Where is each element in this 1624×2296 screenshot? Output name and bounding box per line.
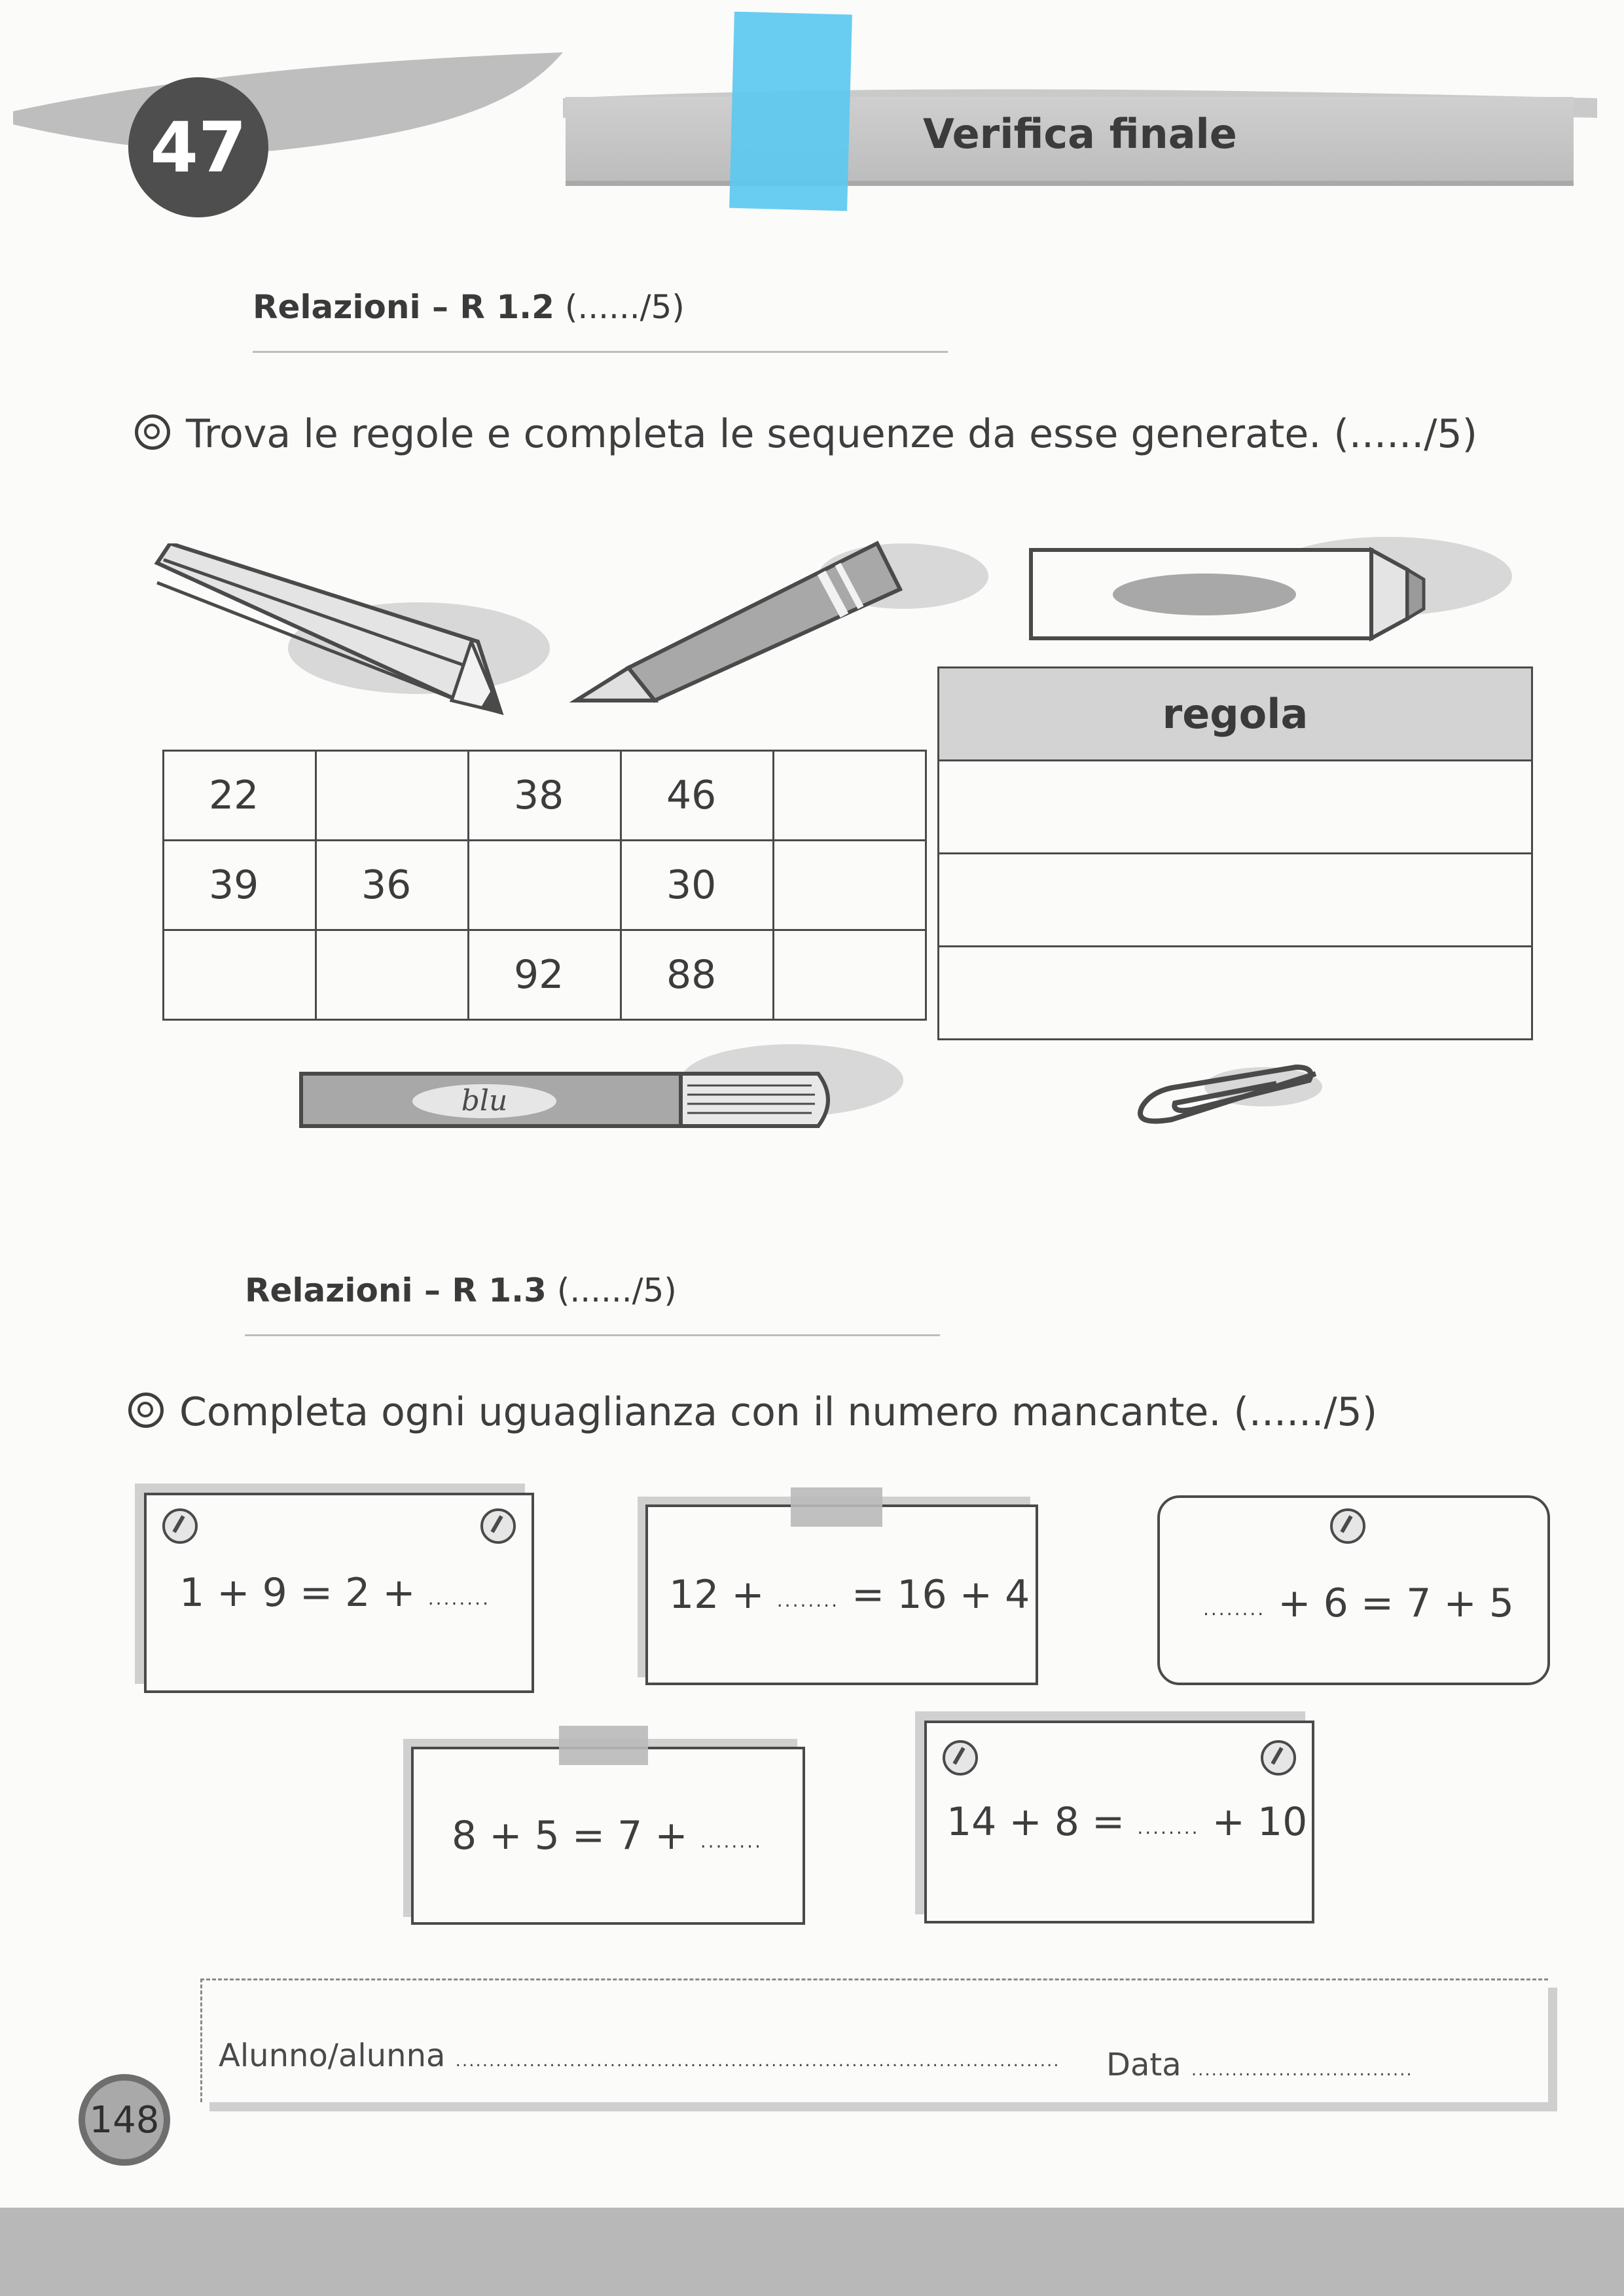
sequence-cell: 22 bbox=[164, 751, 316, 841]
paperclip-icon bbox=[1119, 1054, 1335, 1146]
page-number: 148 bbox=[79, 2074, 170, 2166]
equation-part: 8 + 5 = 7 + bbox=[452, 1813, 700, 1859]
pencil-illustration bbox=[144, 543, 563, 727]
page-title: Verifica finale bbox=[923, 110, 1237, 158]
sequence-cell-blank[interactable] bbox=[316, 930, 469, 1020]
sequence-cell: 46 bbox=[621, 751, 774, 841]
section2-heading-label: Relazioni – R 1.3 bbox=[245, 1271, 547, 1309]
equation bbox=[669, 1572, 1030, 1618]
student-name-blank[interactable]: .......................................................................................... bbox=[455, 2051, 1060, 2071]
rule-answer-2[interactable] bbox=[939, 854, 1532, 947]
sequence-cell: 39 bbox=[164, 841, 316, 930]
equation-part: + 10 bbox=[1199, 1799, 1308, 1845]
date-blank[interactable]: ................................. bbox=[1191, 2060, 1413, 2080]
date-field bbox=[1106, 2047, 1413, 2083]
section1-heading-score: (....../5) bbox=[554, 288, 685, 326]
section1-heading bbox=[253, 288, 685, 326]
section2-heading bbox=[245, 1271, 677, 1309]
equation bbox=[947, 1799, 1307, 1845]
equation-part: = 16 + 4 bbox=[839, 1572, 1030, 1618]
section2-underline bbox=[245, 1334, 940, 1336]
answer-blank[interactable]: ........ bbox=[1203, 1598, 1266, 1620]
sequence-row bbox=[164, 751, 926, 841]
sequence-cell-blank[interactable] bbox=[469, 841, 621, 930]
screw-icon bbox=[162, 1508, 198, 1544]
section1-instruction-text: Trova le regole e completa le sequenze da esse generate. (....../5) bbox=[186, 411, 1478, 457]
screw-icon bbox=[1330, 1508, 1365, 1544]
equation-part: 14 + 8 = bbox=[947, 1799, 1138, 1845]
sticky-note-tab bbox=[729, 12, 852, 211]
equation-part: + 6 = 7 + 5 bbox=[1265, 1580, 1514, 1626]
lesson-number-badge: 47 bbox=[128, 77, 268, 217]
sequence-cell: 92 bbox=[469, 930, 621, 1020]
rule-column bbox=[937, 666, 1533, 1040]
section2-instruction bbox=[128, 1389, 1377, 1435]
answer-blank[interactable]: ........ bbox=[776, 1590, 839, 1611]
screw-icon bbox=[943, 1740, 978, 1776]
section1-heading-label: Relazioni – R 1.2 bbox=[253, 288, 554, 326]
sequence-table bbox=[162, 750, 927, 1021]
sequence-cell-blank[interactable] bbox=[774, 841, 926, 930]
equation-card bbox=[645, 1504, 1038, 1685]
equation-card bbox=[924, 1721, 1314, 1923]
screw-icon bbox=[1261, 1740, 1296, 1776]
equation-card bbox=[1157, 1495, 1550, 1685]
equation bbox=[1203, 1580, 1514, 1626]
tape-strip bbox=[791, 1487, 882, 1527]
marker-illustration bbox=[295, 1041, 910, 1152]
section1-underline bbox=[253, 351, 948, 353]
rule-header: regola bbox=[939, 668, 1532, 761]
sequence-cell-blank[interactable] bbox=[774, 751, 926, 841]
rule-answer-3[interactable] bbox=[939, 947, 1532, 1040]
sequence-row bbox=[164, 841, 926, 930]
sequence-cell: 30 bbox=[621, 841, 774, 930]
eraser-illustration bbox=[1021, 537, 1519, 655]
equation bbox=[179, 1570, 490, 1616]
student-label: Alunno/alunna bbox=[219, 2037, 446, 2074]
target-bullet-icon bbox=[135, 414, 170, 450]
sequence-cell-blank[interactable] bbox=[164, 930, 316, 1020]
equation-part: 1 + 9 = 2 + bbox=[179, 1570, 428, 1616]
screw-icon bbox=[480, 1508, 516, 1544]
rule-answer-1[interactable] bbox=[939, 761, 1532, 854]
answer-blank[interactable]: ........ bbox=[427, 1588, 490, 1609]
section1-instruction bbox=[135, 411, 1477, 457]
target-bullet-icon bbox=[128, 1393, 164, 1428]
equation-card bbox=[411, 1747, 805, 1925]
answer-blank[interactable]: ........ bbox=[1137, 1817, 1200, 1838]
section2-heading-score: (....../5) bbox=[546, 1271, 677, 1309]
equation-card bbox=[144, 1493, 534, 1693]
scan-edge-strip bbox=[0, 2208, 1624, 2296]
marker-label: blu bbox=[461, 1084, 508, 1118]
sequence-cell: 88 bbox=[621, 930, 774, 1020]
sequence-cell: 36 bbox=[316, 841, 469, 930]
answer-blank[interactable]: ........ bbox=[700, 1831, 763, 1852]
section2-instruction-text: Completa ogni uguaglianza con il numero mancante. (....../5) bbox=[179, 1389, 1378, 1435]
tape-strip bbox=[559, 1726, 648, 1765]
date-label: Data bbox=[1106, 2047, 1182, 2083]
sequence-cell-blank[interactable] bbox=[316, 751, 469, 841]
equation bbox=[452, 1813, 763, 1859]
sequence-cell: 38 bbox=[469, 751, 621, 841]
sequence-row bbox=[164, 930, 926, 1020]
crayon-illustration bbox=[563, 537, 995, 707]
sequence-cell-blank[interactable] bbox=[774, 930, 926, 1020]
student-field bbox=[219, 2037, 1060, 2074]
equation-part: 12 + bbox=[669, 1572, 777, 1618]
